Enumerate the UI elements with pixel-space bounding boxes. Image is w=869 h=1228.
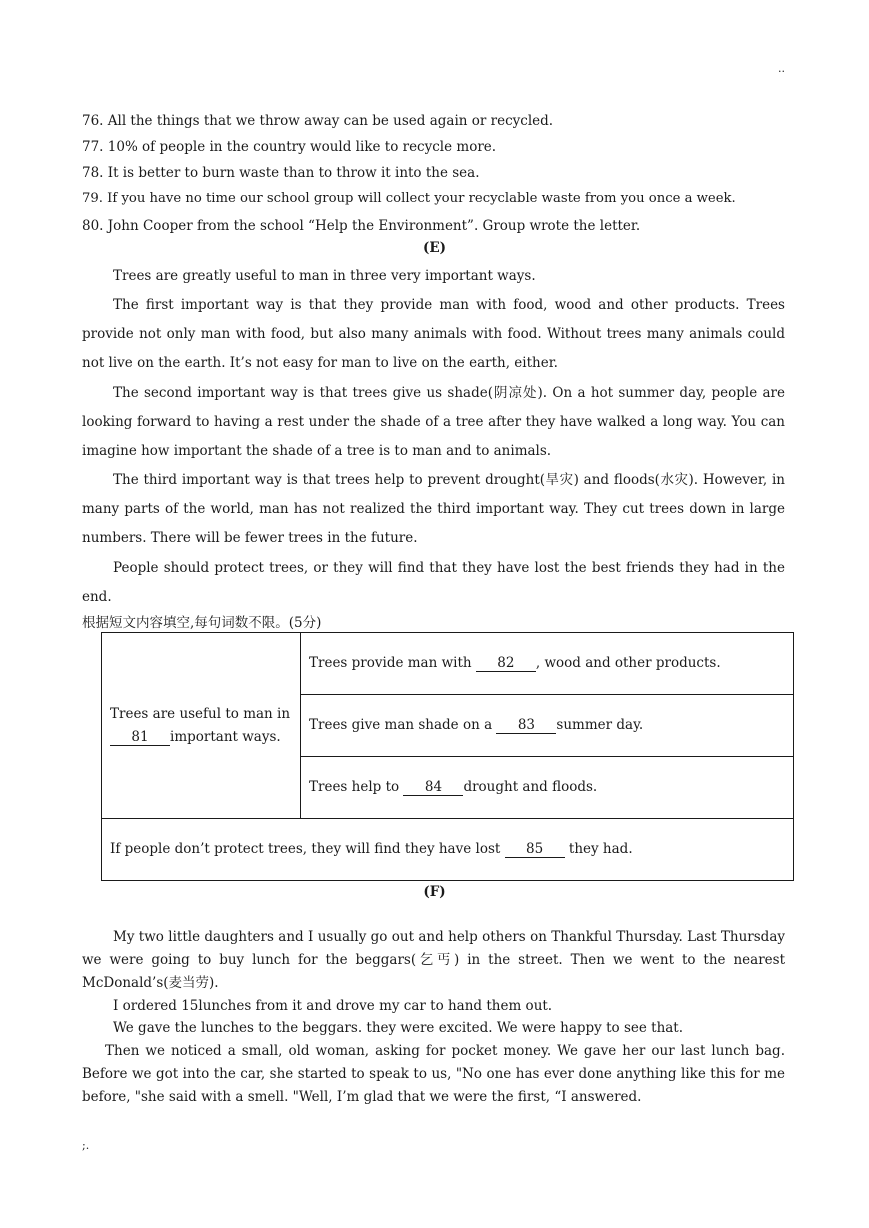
section-e-paragraph-1: Trees are greatly useful to man in three very important ways.: [113, 268, 536, 284]
row-85-before: If people don’t protect trees, they will find they have lost: [110, 841, 501, 857]
section-f-label: (F): [423, 884, 446, 900]
section-f-paragraph-2: I ordered 15lunches from it and drove my car to hand them out.: [113, 998, 553, 1014]
section-f-paragraph-3: We gave the lunches to the beggars. they were excited. We were happy to see that.: [113, 1020, 684, 1036]
section-e-paragraph-4: The third important way is that trees help to prevent drought(旱灾) and floods(水灾). However, in many parts of the world, man has not realized the third important way. They cut trees down in large numbers. There will be fewer trees in the future.: [82, 472, 785, 546]
table-row-83: [301, 695, 794, 757]
section-f-paragraph-4: Then we noticed a small, old woman, asking for pocket money. We gave her our last lunch bag. Before we got into the car, she started to speak to us, "No one has ever done anything like this for me before, "she said with a smell. "Well, I’m glad that we were the first, “I answered.: [82, 1043, 785, 1105]
section-e-paragraph-2: The first important way is that they provide man with food, wood and other products. Trees provide not only man with food, but also many animals with food. Without trees many animals could not live on the earth. It’s not easy for man to live on the earth, either.: [82, 297, 785, 371]
question-79: 79. If you have no time our school group will collect your recyclable waste from you once a week.: [82, 191, 736, 206]
row-84-after: drought and floods.: [463, 779, 598, 795]
question-80: 80. John Cooper from the school “Help the Environment”. Group wrote the letter.: [82, 218, 641, 234]
blank-85[interactable]: 85: [505, 842, 565, 858]
section-e-label: (E): [422, 240, 447, 256]
row-85-after: they had.: [568, 841, 633, 857]
blank-83[interactable]: 83: [496, 718, 556, 734]
question-78: 78. It is better to burn waste than to throw it into the sea.: [82, 165, 480, 181]
row-82-after: , wood and other products.: [535, 655, 721, 671]
section-e-paragraph-3: The second important way is that trees give us shade(阴凉处). On a hot summer day, people are looking forward to having a rest under the shade of a tree after they have walked a long way. You can imagine how important the shade of a tree is to man and to animals.: [82, 385, 785, 459]
left-cell-text: Trees are useful to man in: [110, 705, 291, 722]
row-83-after: summer day.: [556, 717, 644, 733]
blank-84[interactable]: 84: [403, 780, 463, 796]
table-row-82: [301, 633, 794, 695]
fill-in-table: [101, 632, 794, 881]
section-f-paragraph-1: My two little daughters and I usually go out and help others on Thankful Thursday. Last Thursday we were going to buy lunch for the beggars(乞丐) in the street. Then we went to the nearest McDonald’s(麦当劳).: [82, 929, 785, 991]
footer-corner-mark: ;.: [82, 1139, 90, 1152]
question-76: 76. All the things that we throw away can be used again or recycled.: [82, 113, 554, 129]
blank-82[interactable]: 82: [476, 656, 536, 672]
row-84-before: Trees help to: [309, 779, 400, 795]
section-e-instruction: 根据短文内容填空,每句词数不限。(5分): [82, 615, 322, 631]
row-83-before: Trees give man shade on a: [309, 717, 493, 733]
header-corner-mark: ..: [778, 62, 785, 75]
table-row-85: [102, 819, 794, 881]
left-cell-after: important ways.: [170, 728, 281, 745]
section-e-paragraph-5: People should protect trees, or they will find that they have lost the best friends they had in the end.: [82, 560, 785, 605]
table-row-84: [301, 757, 794, 819]
table-left-cell: [102, 633, 301, 819]
question-77: 77. 10% of people in the country would like to recycle more.: [82, 139, 497, 155]
row-82-before: Trees provide man with: [309, 655, 472, 671]
blank-81[interactable]: 81: [110, 730, 170, 746]
